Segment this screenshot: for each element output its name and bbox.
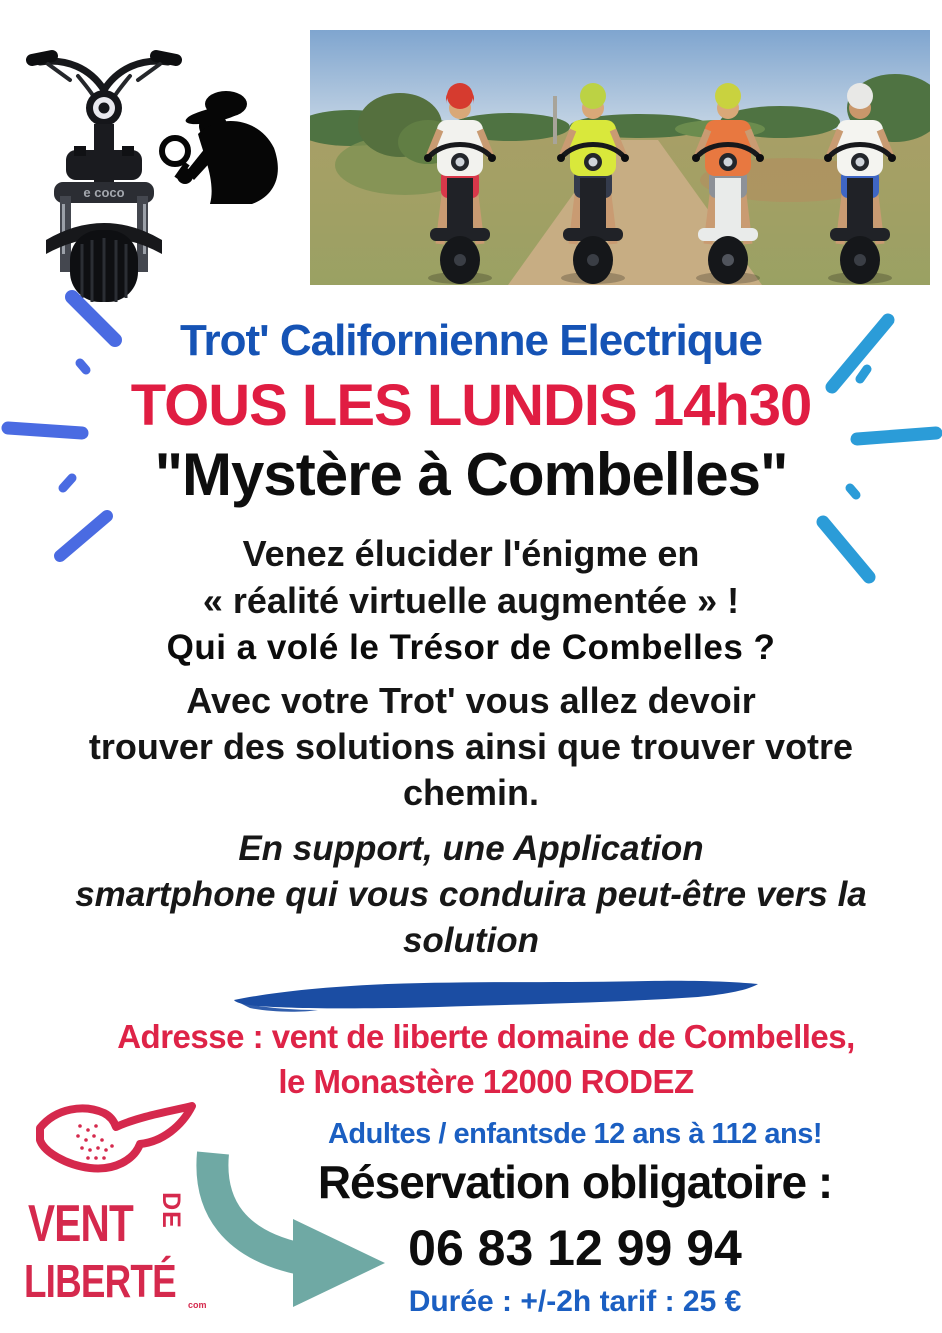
duration-price-line: Durée : +/-2h tarif : 25 €	[408, 1285, 742, 1318]
support-line-2: smartphone qui vous conduira peut-être vers la	[75, 875, 867, 914]
body-paragraph	[0, 678, 942, 816]
intro-line-2: « réalité virtuelle augmentée » !	[202, 580, 740, 621]
body-line-3: chemin.	[402, 772, 540, 813]
scooter-brand-label: e coco	[83, 185, 125, 200]
phone-number: 06 83 12 99 94	[408, 1220, 742, 1276]
magnifier-icon	[162, 138, 188, 164]
footer-info	[208, 1118, 942, 1319]
detective-magnifier-icon	[152, 84, 294, 212]
intro-line-1: Venez élucider l'énigme en	[242, 533, 700, 574]
intro-paragraph	[0, 530, 942, 624]
address-line-1: Adresse : vent de liberte domaine de Combelles,	[117, 1018, 855, 1055]
headline-schedule: TOUS LES LUNDIS 14h30	[130, 373, 812, 438]
reservation-line: Réservation obligatoire :	[317, 1156, 833, 1208]
body-line-1: Avec votre Trot' vous allez devoir	[186, 680, 756, 721]
brush-stroke-divider	[228, 974, 764, 1016]
address-line-2: le Monastère 12000 RODEZ	[278, 1063, 694, 1100]
logo-suffix: com	[188, 1300, 207, 1310]
subtitle: Trot' Californienne Electrique	[180, 316, 762, 365]
support-line-3: solution	[402, 921, 540, 960]
logo-word-de: DE	[156, 1192, 185, 1229]
body-line-2: trouver des solutions ainsi que trouver votre	[88, 726, 854, 767]
vent-de-liberte-logo	[20, 1096, 215, 1328]
audience-line: Adultes / enfantsde 12 ans à 112 ans!	[327, 1118, 823, 1150]
flag-icon	[28, 1096, 208, 1192]
support-line-1: En support, une Application	[238, 829, 704, 868]
kids-on-scooters-photo	[310, 30, 930, 285]
riddle-question: Qui a volé le Trésor de Combelles ?	[166, 628, 776, 667]
headline-event-name: "Mystère à Combelles"	[154, 441, 788, 508]
logo-word-liberte: LIBERTÉ	[24, 1255, 176, 1307]
logo-word-vent: VENT	[28, 1195, 134, 1253]
address-block	[30, 1014, 942, 1104]
support-paragraph	[0, 826, 942, 964]
